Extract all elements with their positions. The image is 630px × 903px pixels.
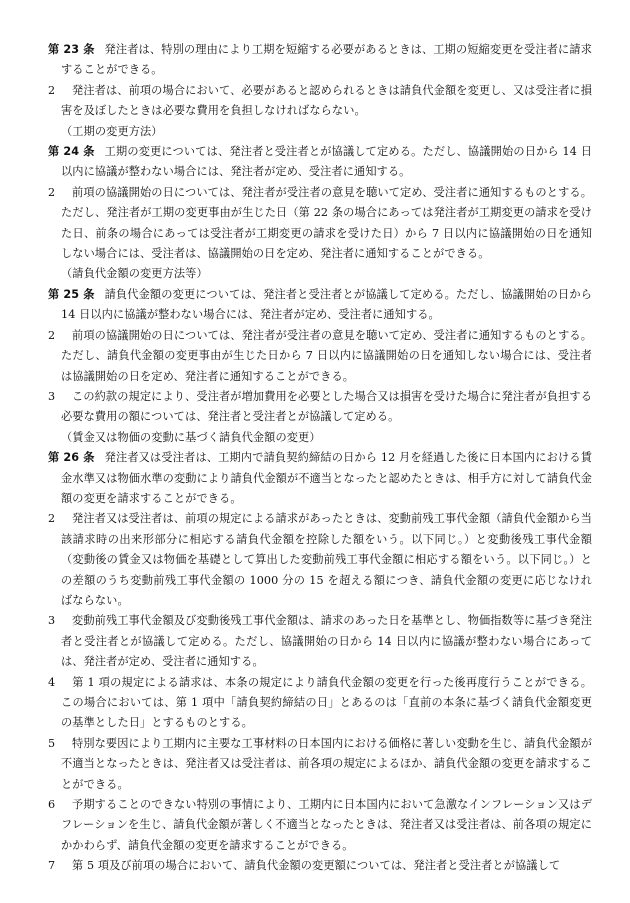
- article-number: 第 23 条: [48, 43, 95, 56]
- clause-number: 2: [48, 512, 56, 526]
- clause-paragraph: [48, 856, 592, 876]
- clause-number: 3: [48, 389, 56, 403]
- clause-paragraph: [48, 81, 592, 122]
- clause-paragraph: [48, 611, 592, 672]
- clause-paragraph: [48, 509, 592, 611]
- clause-text: 予期することのできない特別の事情により、工期内に日本国内において急激なインフレーション又はデフレーションを生じ、請負代金額が著しく不適当となったときは、発注者又は受注者は、前各項の規定にかかわらず、請負代金額の変更を請求することができる。: [61, 798, 592, 852]
- article-paragraph: [48, 448, 592, 509]
- article-text: 発注者は、特別の理由により工期を短縮する必要があるときは、工期の短縮変更を受注者に請求することができる。: [61, 43, 592, 77]
- clause-paragraph: [48, 326, 592, 387]
- clause-text: この約款の規定により、受注者が増加費用を必要とした場合又は損害を受けた場合に発注者が負担する必要な費用の額については、発注者と受注者とが協議して定める。: [61, 389, 592, 424]
- article-number: 第 24 条: [48, 145, 95, 159]
- clause-paragraph: [48, 795, 592, 856]
- clause-text: 発注者又は受注者は、前項の規定による請求があったときは、変動前残工事代金額（請負代金額から当該請求時の出来形部分に相応する請負代金額を控除した額をいう。以下同じ。）と変動後残工事代金額（変動後の賃金又は物価を基礎として算出した変動前残工事代金額に相応する額をいう。以下同じ。）との差額のうち変動前残工事代金額の 1000 分の 15 を超える額につき、請負代金額の変更に応じなければならない。: [61, 512, 592, 607]
- clause-number: 7: [48, 859, 56, 873]
- clause-number: 2: [48, 185, 56, 199]
- clause-text: 発注者は、前項の場合において、必要があると認められるときは請負代金額を変更し、又は受注者に損害を及ぼしたときは必要な費用を負担しなければならない。: [61, 83, 592, 118]
- clause-paragraph: [48, 734, 592, 795]
- clause-number: 5: [48, 736, 56, 750]
- section-heading: （請負代金額の変更方法等）: [61, 267, 208, 281]
- clause-text: 第 5 項及び前項の場合において、請負代金額の変更額については、発注者と受注者とが協議して: [72, 859, 561, 873]
- clause-number: 6: [48, 798, 56, 812]
- article-paragraph: [48, 285, 592, 326]
- section-heading: （賃金又は物価の変動に基づく請負代金額の変更）: [61, 430, 321, 444]
- clause-paragraph: [48, 673, 592, 734]
- clause-paragraph: [48, 387, 592, 428]
- clause-text: 前項の協議開始の日については、発注者が受注者の意見を聴いて定め、受注者に通知するものとする。ただし、発注者が工期の変更事由が生じた日（第 22 条の場合にあっては発注者が工期変更の請求を受けた日、前条の場合にあっては受注者が工期変更の請求を受けた日）から 7 日以内に協議開始の日を通知しない場合には、受注者は、協議開始の日を定め、発注者に通知することができる。: [61, 185, 592, 261]
- clause-number: 2: [48, 83, 56, 97]
- document-page: [48, 40, 592, 877]
- article-number: 第 25 条: [48, 287, 95, 301]
- article-text: 請負代金額の変更については、発注者と受注者とが協議して定める。ただし、協議開始の日から 14 日以内に協議が整わない場合には、発注者が定め、受注者に通知する。: [61, 287, 592, 322]
- clause-text: 変動前残工事代金額及び変動後残工事代金額は、請求のあった日を基準とし、物価指数等に基づき発注者と受注者とが協議して定める。ただし、協議開始の日から 14 日以内に協議が整わない場合にあっては、発注者が定め、受注者に通知する。: [61, 614, 592, 669]
- article-paragraph: [48, 142, 592, 183]
- article-paragraph: [48, 40, 592, 81]
- section-heading: （工期の変更方法）: [61, 124, 163, 138]
- article-text: 発注者又は受注者は、工期内で請負契約締結の日から 12 月を経過した後に日本国内における賃金水準又は物価水準の変動により請負代金額が不適当となったと認めたときは、相手方に対して請負代金額の変更を請求することができる。: [61, 451, 592, 505]
- clause-text: 前項の協議開始の日については、発注者が受注者の意見を聴いて定め、受注者に通知するものとする。ただし、請負代金額の変更事由が生じた日から 7 日以内に協議開始の日を通知しない場合には、受注者は協議開始の日を定め、発注者に通知することができる。: [61, 328, 592, 383]
- clause-number: 4: [48, 675, 56, 689]
- clause-number: 2: [48, 328, 56, 342]
- clause-text: 第 1 項の規定による請求は、本条の規定により請負代金額の変更を行った後再度行うことができる。この場合においては、第 1 項中「請負契約締結の日」とあるのは「直前の本条に基づく請負代金額変更の基準とした日」とするものとする。: [61, 675, 592, 730]
- clause-text: 特別な要因により工期内に主要な工事材料の日本国内における価格に著しい変動を生じ、請負代金額が不適当となったときは、発注者又は受注者は、前各項の規定によるほか、請負代金額の変更を請求することができる。: [61, 736, 592, 791]
- clause-paragraph: [48, 183, 592, 265]
- article-text: 工期の変更については、発注者と受注者とが協議して定める。ただし、協議開始の日から 14 日以内に協議が整わない場合には、発注者が定め、受注者に通知する。: [61, 145, 592, 179]
- clause-number: 3: [48, 614, 56, 628]
- article-number: 第 26 条: [48, 451, 95, 465]
